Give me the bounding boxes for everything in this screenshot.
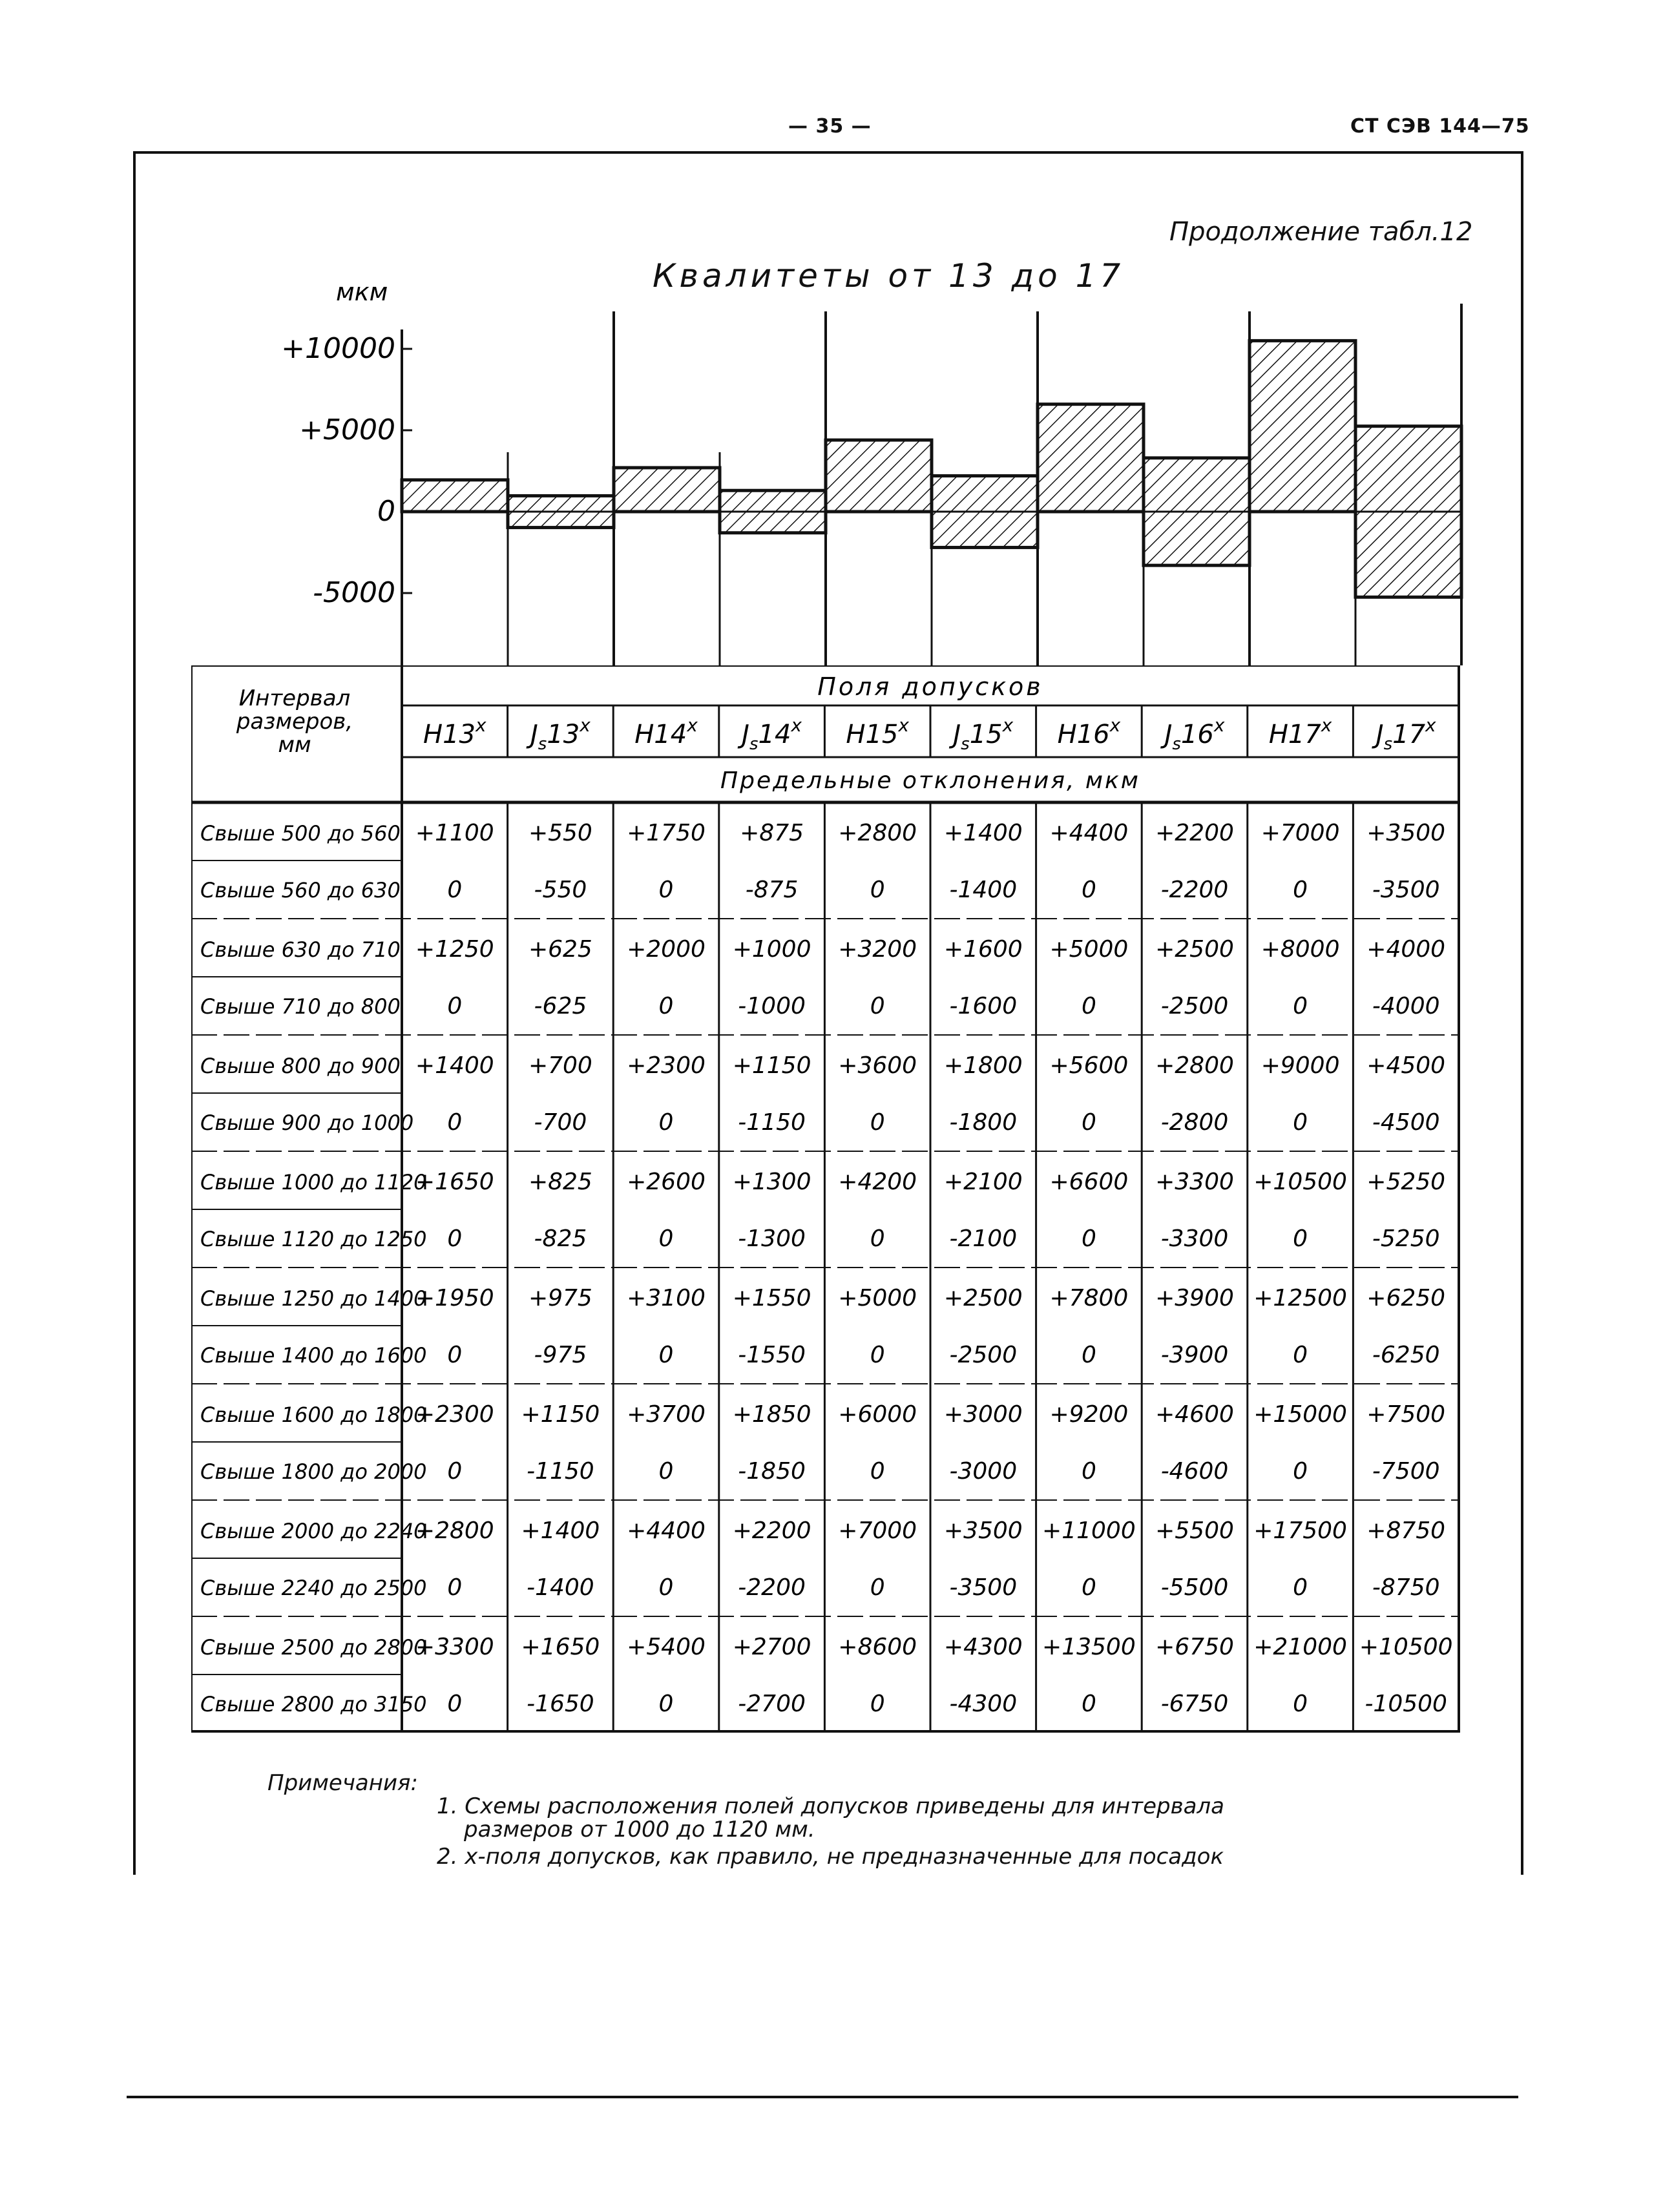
table-cell: +625 (528, 936, 592, 963)
note-1-line-1: 1. Схемы расположения полей допусков приведены для интервала (437, 1793, 1225, 1819)
chart-y-tick-label: -5000 (313, 576, 395, 609)
table-cell: +1650 (521, 1634, 600, 1660)
table-cell: 0 (1081, 1226, 1096, 1252)
table-cell: -1300 (738, 1226, 806, 1252)
table-cell: 0 (447, 877, 463, 903)
table-cell: 0 (1293, 1342, 1308, 1368)
table-cell: +6750 (1155, 1634, 1234, 1660)
table-cell: -1400 (949, 877, 1018, 903)
table-cell: 0 (1081, 1109, 1096, 1136)
table-cell: -1850 (738, 1458, 806, 1485)
table-cell: -3500 (1372, 877, 1440, 903)
row-label: Свыше 2000 до 2240 (200, 1519, 427, 1543)
table-cell: -7500 (1372, 1458, 1440, 1485)
table-cell: +3000 (943, 1401, 1023, 1428)
table-cell: -875 (745, 877, 799, 903)
table-cell: -1400 (527, 1574, 594, 1601)
table-cell: 0 (1293, 993, 1308, 1019)
table-cell: -1800 (949, 1109, 1018, 1136)
table-cell: -4000 (1372, 993, 1440, 1019)
table-cell: +2300 (415, 1401, 494, 1428)
table-cell: +2500 (943, 1285, 1023, 1311)
table-cell: -2800 (1160, 1109, 1229, 1136)
table-cell: +5000 (1049, 936, 1129, 963)
table-cell: -700 (534, 1109, 587, 1136)
chart-y-tick-label: 0 (377, 495, 395, 528)
row-label: Свыше 900 до 1000 (200, 1111, 414, 1135)
row-label: Свыше 800 до 900 (200, 1054, 401, 1078)
table-cell: +1550 (732, 1285, 811, 1311)
column-header-2: $J_s13^x$ (530, 715, 591, 754)
row-label: Свыше 1250 до 1400 (200, 1286, 427, 1311)
table-cell: 0 (1293, 1109, 1308, 1136)
chart-y-unit: мкм (336, 278, 388, 306)
table-cell: +7800 (1049, 1285, 1129, 1311)
table-cell: +5500 (1155, 1518, 1234, 1544)
row-label: Свыше 1800 до 2000 (200, 1459, 427, 1484)
table-cell: 0 (1081, 1574, 1096, 1601)
chart-bar-js13 (508, 496, 614, 527)
table-cell: 0 (658, 1109, 674, 1136)
column-header-4: $J_s14^x$ (742, 715, 802, 754)
table-cell: +1300 (732, 1169, 811, 1195)
chart-y-tick-label: +10000 (281, 332, 395, 365)
table-cell: +3300 (415, 1634, 494, 1660)
row-label: Свыше 1400 до 1600 (200, 1343, 427, 1368)
table-cell: +1800 (943, 1052, 1023, 1079)
column-header-7: H16$^x$ (1057, 715, 1121, 749)
table-cell: +13500 (1042, 1634, 1136, 1660)
row-label: Свыше 2240 до 2500 (200, 1576, 427, 1600)
table-cell: -1550 (738, 1342, 806, 1368)
table-cell: +6250 (1366, 1285, 1446, 1311)
table-cell: +4400 (1049, 820, 1129, 846)
table-cell: +11000 (1042, 1518, 1136, 1544)
table-cell: +8750 (1366, 1518, 1446, 1544)
table-cell: 0 (1081, 1342, 1096, 1368)
table-cell: 0 (870, 1574, 885, 1601)
table-cell: +1400 (415, 1052, 494, 1079)
table-cell: +1400 (521, 1518, 600, 1544)
page-number: — 35 — (788, 115, 872, 138)
table-cell: -1150 (738, 1109, 806, 1136)
table-cell: -4500 (1372, 1109, 1440, 1136)
table-cell: +1950 (415, 1285, 494, 1311)
table-cell: +5250 (1366, 1169, 1446, 1195)
table-cell: 0 (658, 877, 674, 903)
table-cell: 0 (870, 1691, 885, 1717)
table-cell: +9200 (1049, 1401, 1129, 1428)
table-cell: -550 (534, 877, 587, 903)
table-cell: -2700 (738, 1691, 806, 1717)
table-cell: +5600 (1049, 1052, 1129, 1079)
table-cell: 0 (1293, 1226, 1308, 1252)
column-header-8: $J_s16^x$ (1164, 715, 1225, 754)
table-cell: -825 (534, 1226, 587, 1252)
table-cell: +3900 (1155, 1285, 1234, 1311)
chart-bar-h13 (402, 480, 508, 512)
table-cell: +4200 (838, 1169, 917, 1195)
table-cell: +875 (740, 820, 804, 846)
table-cell: +4400 (627, 1518, 706, 1544)
table-cell: +1000 (732, 936, 811, 963)
table-cell: 0 (447, 1691, 463, 1717)
table-cell: 0 (870, 993, 885, 1019)
table-cell: 0 (658, 1226, 674, 1252)
table-cell: +1100 (415, 820, 494, 846)
notes-title: Примечания: (267, 1770, 418, 1796)
table-cell: +10500 (1253, 1169, 1347, 1195)
table-cell: +1400 (943, 820, 1023, 846)
table-cell: +1750 (627, 820, 706, 846)
table-cell: +825 (528, 1169, 592, 1195)
row-label: Свыше 2800 до 3150 (200, 1692, 427, 1716)
table-cell: +2800 (415, 1518, 494, 1544)
table-cell: -625 (534, 993, 587, 1019)
deviations-table (191, 665, 1483, 1764)
table-cell: 0 (658, 993, 674, 1019)
table-cell: +7500 (1366, 1401, 1446, 1428)
standard-code: СТ СЭВ 144—75 (1350, 115, 1530, 138)
table-cell: +3600 (838, 1052, 917, 1079)
table-cell: -4600 (1160, 1458, 1229, 1485)
table-cell: +6600 (1049, 1169, 1129, 1195)
row-label: Свыше 1000 до 1120 (200, 1170, 427, 1195)
table-cell: 0 (870, 1458, 885, 1485)
table-cell: +2800 (1155, 1052, 1234, 1079)
table-cell: 0 (1293, 1691, 1308, 1717)
table-cell: -1600 (949, 993, 1018, 1019)
table-cell: -3000 (949, 1458, 1018, 1485)
deviations-header: Предельные отклонения, мкм (720, 767, 1140, 794)
table-cell: +2300 (627, 1052, 706, 1079)
table-cell: -1150 (527, 1458, 594, 1485)
table-cell: +1250 (415, 936, 494, 963)
table-cell: -6750 (1160, 1691, 1229, 1717)
note-2: 2. x-поля допусков, как правило, не предназначенные для посадок (437, 1844, 1224, 1870)
table-cell: 0 (1081, 1691, 1096, 1717)
table-cell: -3300 (1160, 1226, 1229, 1252)
table-cell: -2500 (1160, 993, 1229, 1019)
table-cell: 0 (1081, 877, 1096, 903)
table-cell: +3200 (838, 936, 917, 963)
table-cell: 0 (658, 1691, 674, 1717)
column-header-9: H17$^x$ (1268, 715, 1332, 749)
table-cell: +1150 (732, 1052, 811, 1079)
chart-bar-js14 (720, 490, 826, 533)
chart-y-tick-label: +5000 (299, 413, 395, 446)
table-cell: 0 (447, 993, 463, 1019)
table-cell: 0 (870, 1342, 885, 1368)
table-cell: +8000 (1260, 936, 1340, 963)
table-cell: +15000 (1253, 1401, 1347, 1428)
table-cell: 0 (447, 1458, 463, 1485)
chart-bar-h17 (1250, 340, 1355, 512)
table-cell: 0 (447, 1226, 463, 1252)
table-cell: +21000 (1253, 1634, 1347, 1660)
table-cell: 0 (447, 1109, 463, 1136)
table-cell: -2200 (738, 1574, 806, 1601)
table-cell: +700 (528, 1052, 592, 1079)
table-cell: 0 (1293, 1574, 1308, 1601)
table-cell: +10500 (1359, 1634, 1453, 1660)
table-cell: 0 (658, 1458, 674, 1485)
row-label: Свыше 710 до 800 (200, 994, 401, 1019)
table-cell: -1650 (527, 1691, 594, 1717)
table-cell: +2200 (732, 1518, 811, 1544)
column-header-5: H15$^x$ (846, 715, 909, 749)
row-label: Свыше 630 до 710 (200, 937, 401, 962)
table-cell: 0 (658, 1574, 674, 1601)
corner-header-line: Интервал (238, 685, 351, 711)
table-cell: -3900 (1160, 1342, 1229, 1368)
page-frame-bottom (127, 2096, 1518, 2098)
row-label: Свыше 1600 до 1800 (200, 1403, 427, 1427)
table-cell: 0 (447, 1574, 463, 1601)
corner-header-line: мм (278, 732, 311, 758)
corner-header-line: размеров, (236, 709, 353, 735)
table-cell: -5250 (1372, 1226, 1440, 1252)
table-cell: -975 (534, 1342, 587, 1368)
column-header-3: H14$^x$ (634, 715, 698, 749)
table-cell: +4000 (1366, 936, 1446, 963)
chart-bar-js15 (932, 476, 1038, 548)
table-cell: +4600 (1155, 1401, 1234, 1428)
table-cell: +5000 (838, 1285, 917, 1311)
table-cell: +7000 (1260, 820, 1340, 846)
table-cell: +2100 (943, 1169, 1023, 1195)
column-header-6: $J_s15^x$ (953, 715, 1014, 754)
table-continuation-caption: Продолжение табл.12 (1169, 217, 1473, 247)
table-cell: +1150 (521, 1401, 600, 1428)
table-cell: 0 (447, 1342, 463, 1368)
table-cell: +975 (528, 1285, 592, 1311)
table-cell: +1600 (943, 936, 1023, 963)
table-cell: +3100 (627, 1285, 706, 1311)
table-cell: 0 (658, 1342, 674, 1368)
row-label: Свыше 560 до 630 (200, 878, 401, 903)
table-cell: +2600 (627, 1169, 706, 1195)
note-1-line-2: размеров от 1000 до 1120 мм. (464, 1817, 815, 1842)
fields-header: Поля допусков (817, 673, 1043, 701)
row-label: Свыше 2500 до 2800 (200, 1635, 427, 1660)
row-label: Свыше 500 до 560 (200, 821, 401, 846)
table-cell: +1850 (732, 1401, 811, 1428)
table-cell: +5400 (627, 1634, 706, 1660)
column-header-10: $J_s17^x$ (1375, 715, 1436, 754)
table-cell: +4300 (943, 1634, 1023, 1660)
table-cell: 0 (870, 877, 885, 903)
table-cell: +3700 (627, 1401, 706, 1428)
chart-bar-js16 (1144, 458, 1250, 565)
table-cell: -2500 (949, 1342, 1018, 1368)
row-label: Свыше 1120 до 1250 (200, 1227, 427, 1251)
table-cell: 0 (870, 1109, 885, 1136)
chart-bar-js17 (1355, 426, 1461, 598)
table-cell: +2500 (1155, 936, 1234, 963)
table-cell: +2000 (627, 936, 706, 963)
chart-title: Квалитеты от 13 до 17 (653, 257, 1125, 295)
table-cell: -1000 (738, 993, 806, 1019)
chart-bar-h15 (826, 440, 932, 512)
table-cell: +2200 (1155, 820, 1234, 846)
table-cell: +6000 (838, 1401, 917, 1428)
table-cell: +2700 (732, 1634, 811, 1660)
table-cell: +8600 (838, 1634, 917, 1660)
chart-bar-h16 (1038, 404, 1144, 512)
table-cell: +2800 (838, 820, 917, 846)
table-cell: +550 (528, 820, 592, 846)
table-cell: 0 (1293, 1458, 1308, 1485)
table-cell: +17500 (1253, 1518, 1347, 1544)
table-cell: -6250 (1372, 1342, 1440, 1368)
chart-bar-h14 (614, 468, 720, 512)
table-cell: +12500 (1253, 1285, 1347, 1311)
table-cell: +3500 (1366, 820, 1446, 846)
table-cell: 0 (1293, 877, 1308, 903)
column-header-1: H13$^x$ (423, 715, 486, 749)
table-cell: 0 (1081, 1458, 1096, 1485)
table-cell: +3500 (943, 1518, 1023, 1544)
table-cell: -8750 (1372, 1574, 1440, 1601)
table-cell: -3500 (949, 1574, 1018, 1601)
table-cell: -10500 (1365, 1691, 1447, 1717)
table-cell: +1650 (415, 1169, 494, 1195)
table-cell: -2200 (1160, 877, 1229, 903)
table-cell: 0 (1081, 993, 1096, 1019)
table-cell: +4500 (1366, 1052, 1446, 1079)
table-cell: -2100 (949, 1226, 1018, 1252)
table-cell: +3300 (1155, 1169, 1234, 1195)
table-cell: -4300 (949, 1691, 1018, 1717)
table-cell: 0 (870, 1226, 885, 1252)
table-cell: +9000 (1260, 1052, 1340, 1079)
table-cell: -5500 (1160, 1574, 1229, 1601)
tolerance-fields-chart (0, 0, 1663, 672)
table-cell: +7000 (838, 1518, 917, 1544)
